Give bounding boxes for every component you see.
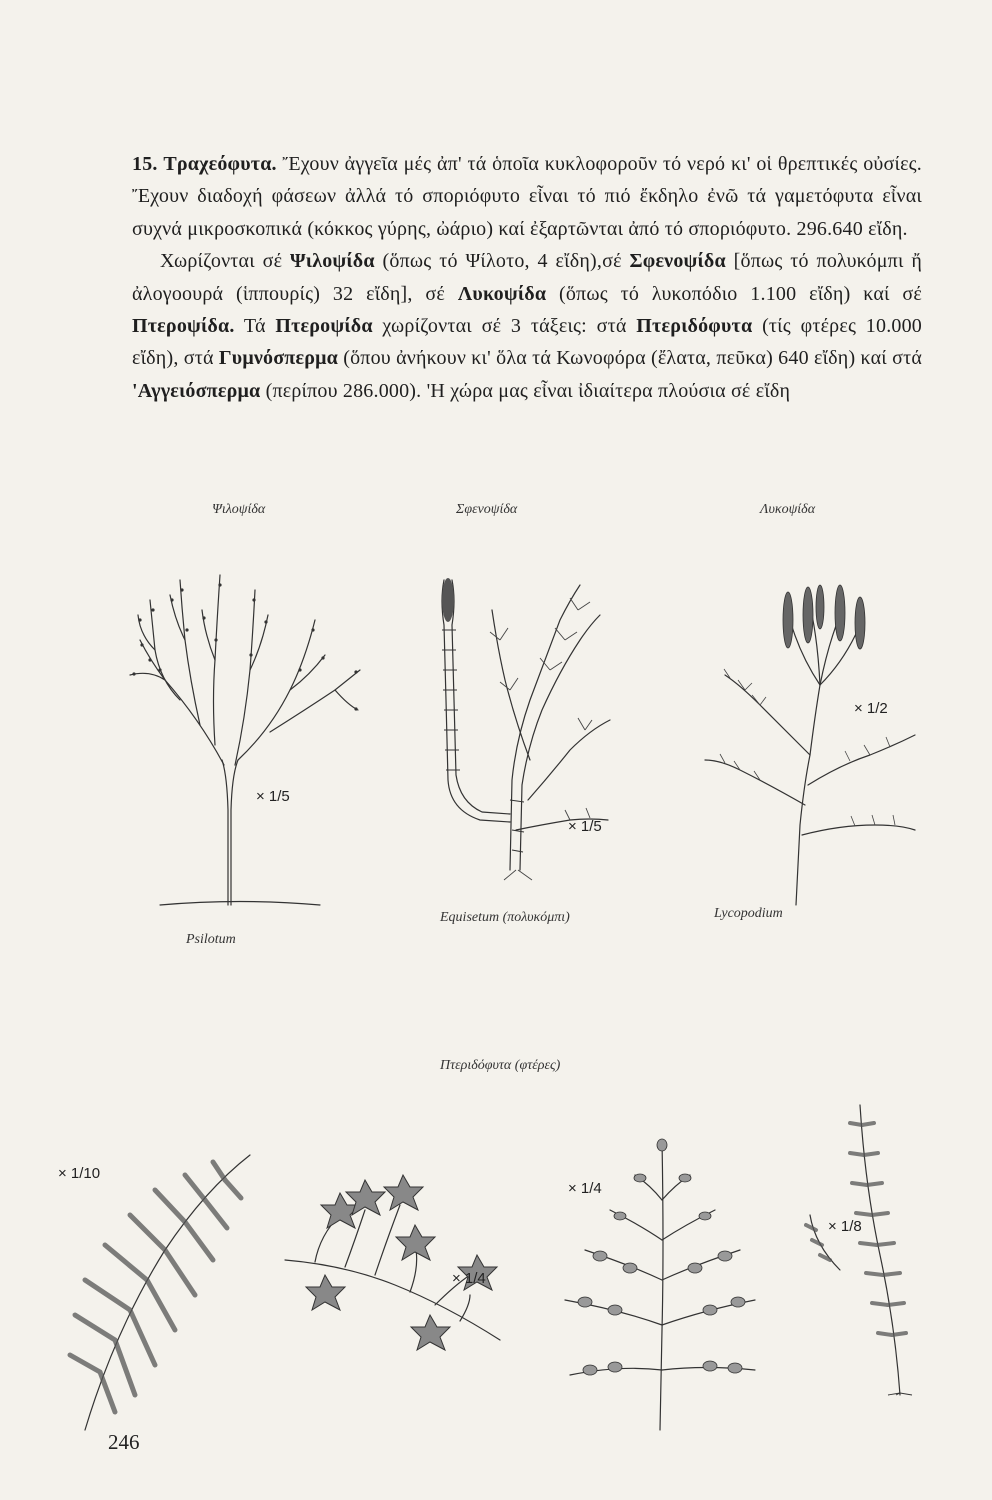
text-run: [ὅπως τό πολυκόμπι ἤ ἀλογοουρά (ἱππουρίς) 32 εἴδη], σέ [132,250,922,305]
term-psilopsida: Ψιλοψίδα [290,250,375,273]
term-gymnosperms: Γυμνόσπερμα [218,347,339,370]
fern-illustration-3 [550,1130,770,1430]
paragraph-tracheophyta [132,148,922,245]
caption-psilotum: Psilotum [186,932,236,947]
scale-fern-2: × 1/4 [452,1270,486,1287]
term-pteropsida: Πτεροψίδα. [132,315,235,338]
text-run: (ὅπως τό λυκοπόδιο 1.100 εἴδη) καί σέ [546,282,922,305]
fern-illustration-4 [800,1095,930,1395]
term-angiosperms: 'Αγγειόσπερμα [132,379,261,402]
caption-lycopsida: Λυκοψίδα [760,502,816,517]
scale-lycopodium: × 1/2 [854,700,888,717]
term-lycopsida: Λυκοψίδα [457,282,547,305]
main-text [132,148,922,407]
text-run: (ὅπως τό Ψίλοτο, 4 εἴδη),σέ [374,250,630,273]
caption-lycopodium: Lycopodium [714,906,783,921]
fern-illustration-1 [55,1150,255,1430]
caption-equisetum: Equisetum (πολυκόμπι) [440,910,570,925]
text-run: Τά [234,315,276,338]
text-run: (περίπου 286.000). 'Η χώρα μας εἶναι ἰδιαίτερα πλούσια σέ εἴδη [260,379,791,402]
scale-psilotum: × 1/5 [256,788,290,805]
text-run: Χωρίζονται σέ [160,250,291,273]
scale-fern-1: × 1/10 [58,1165,101,1182]
text-run: (ὅπου ἀνήκουν κι' ὅλα τά Κωνοφόρα (ἔλατα, πεῦκα) 640 εἴδη) καί στά [338,347,922,370]
scale-fern-3: × 1/4 [568,1180,602,1197]
term-pteridophyta: Πτεριδόφυτα [636,315,753,338]
term-sphenopsida: Σφενοψίδα [629,250,726,273]
section-title: Τραχεόφυτα. [163,153,277,175]
paragraph-divisions [132,245,922,407]
lycopodium-illustration [700,585,920,905]
scale-fern-4: × 1/8 [828,1218,862,1235]
section-intro: Ἔχουν ἀγγεῖα μές ἀπ' τά ὁποῖα κυκλοφοροῦν τό νερό κι' οἱ θρεπτικές οὐσίες. Ἔχουν διαδοχή φάσεων ἀλλά τό σποριόφυτο εἶναι τό πιό ἔκδηλο ἐνῶ τά γαμετόφυτα εἶναι συχνά μικροσκοπικά (κόκκος γύρης, ὠάριο) καί ἐξαρτῶνται ἀπό τό σποριόφυτο. 296.640 εἴδη. [132,153,922,240]
section-number: 15. [132,153,158,175]
caption-psilopsida: Ψιλοψίδα [212,502,266,517]
caption-pteridophyta: Πτεριδόφυτα (φτέρες) [440,1058,561,1073]
text-run: χωρίζονται σέ 3 τάξεις: στά [372,315,637,338]
page-number: 246 [108,1430,140,1454]
caption-sphenopsida: Σφενοψίδα [456,502,518,517]
scale-equisetum: × 1/5 [568,818,602,835]
term-pteropsida-2: Πτεροψίδα [275,315,373,338]
psilotum-illustration [120,560,370,920]
text-run: (τίς φτέρες 10.000 εἴδη), στά [132,315,923,370]
fern-illustration-2 [285,1165,515,1365]
